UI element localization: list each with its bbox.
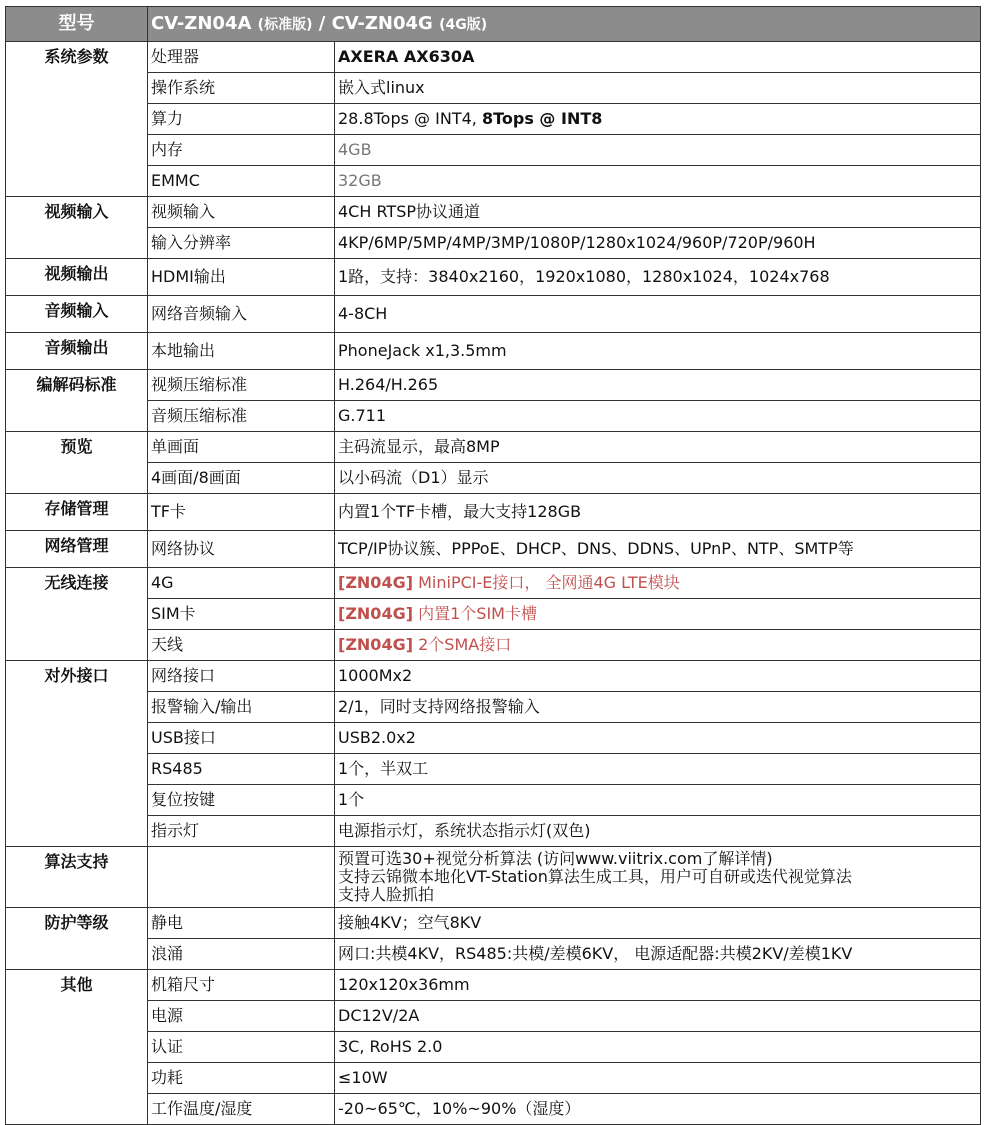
table-row bbox=[6, 1094, 981, 1125]
item-cell: USB接口 bbox=[148, 723, 335, 754]
table-row bbox=[6, 692, 981, 723]
value-text: 接触4KV；空气8KV bbox=[338, 913, 482, 932]
value-cell bbox=[335, 463, 981, 494]
value-text: 2/1，同时支持网络报警输入 bbox=[338, 697, 540, 716]
value-cell bbox=[335, 370, 981, 401]
category-cell: 防护等级 bbox=[6, 908, 148, 970]
value-cell bbox=[335, 568, 981, 599]
table-row bbox=[6, 599, 981, 630]
item-cell: 内存 bbox=[148, 135, 335, 166]
value-tag: [ZN04G] bbox=[338, 635, 414, 654]
value-text: 嵌入式linux bbox=[338, 78, 425, 97]
value-text: ≤10W bbox=[338, 1068, 388, 1087]
table-row bbox=[6, 259, 981, 296]
value-cell bbox=[335, 847, 981, 908]
value-text: 以小码流（D1）显示 bbox=[338, 468, 489, 487]
item-cell: 视频输入 bbox=[148, 197, 335, 228]
value-text: 32GB bbox=[338, 171, 382, 190]
item-cell: 音频压缩标准 bbox=[148, 401, 335, 432]
value-cell bbox=[335, 1063, 981, 1094]
item-cell: 视频压缩标准 bbox=[148, 370, 335, 401]
category-cell: 网络管理 bbox=[6, 531, 148, 568]
table-row bbox=[6, 166, 981, 197]
table-row bbox=[6, 568, 981, 599]
spec-table bbox=[5, 6, 981, 1125]
table-row bbox=[6, 296, 981, 333]
value-cell bbox=[335, 816, 981, 847]
header-model-label: 型号 bbox=[6, 7, 148, 42]
value-text: 电源指示灯，系统状态指示灯(双色) bbox=[338, 821, 591, 840]
item-cell: EMMC bbox=[148, 166, 335, 197]
value-text: 内置1个SIM卡槽 bbox=[413, 604, 537, 623]
value-cell bbox=[335, 296, 981, 333]
category-cell: 视频输出 bbox=[6, 259, 148, 296]
table-row bbox=[6, 228, 981, 259]
value-cell bbox=[335, 42, 981, 73]
item-cell bbox=[148, 847, 335, 908]
category-cell: 系统参数 bbox=[6, 42, 148, 197]
value-text: 120x120x36mm bbox=[338, 975, 470, 994]
item-cell: 机箱尺寸 bbox=[148, 970, 335, 1001]
item-cell: 网络接口 bbox=[148, 661, 335, 692]
header-model-value bbox=[148, 7, 981, 42]
value-text: 4CH RTSP协议通道 bbox=[338, 202, 481, 221]
table-header bbox=[6, 7, 981, 42]
value-line: 预置可选30+视觉分析算法 (访问www.viitrix.com了解详情) bbox=[338, 849, 773, 868]
item-cell: 静电 bbox=[148, 908, 335, 939]
value-cell bbox=[335, 599, 981, 630]
item-cell: 浪涌 bbox=[148, 939, 335, 970]
category-cell: 无线连接 bbox=[6, 568, 148, 661]
value-text: 3C, RoHS 2.0 bbox=[338, 1037, 443, 1056]
value-cell bbox=[335, 692, 981, 723]
table-row bbox=[6, 197, 981, 228]
value-cell bbox=[335, 197, 981, 228]
item-cell: HDMI输出 bbox=[148, 259, 335, 296]
value-text: DC12V/2A bbox=[338, 1006, 420, 1025]
value-text: 4KP/6MP/5MP/4MP/3MP/1080P/1280x1024/960P/720P/960H bbox=[338, 233, 816, 252]
item-cell: 4画面/8画面 bbox=[148, 463, 335, 494]
category-cell: 存储管理 bbox=[6, 494, 148, 531]
table-row bbox=[6, 847, 981, 908]
item-cell: 指示灯 bbox=[148, 816, 335, 847]
value-cell bbox=[335, 908, 981, 939]
value-cell bbox=[335, 432, 981, 463]
value-cell bbox=[335, 785, 981, 816]
category-cell: 预览 bbox=[6, 432, 148, 494]
table-row bbox=[6, 333, 981, 370]
value-cell bbox=[335, 939, 981, 970]
value-text: 28.8Tops @ INT4, bbox=[338, 109, 482, 128]
item-cell: 复位按键 bbox=[148, 785, 335, 816]
table-row bbox=[6, 135, 981, 166]
value-tag: [ZN04G] bbox=[338, 573, 414, 592]
item-cell: 网络音频输入 bbox=[148, 296, 335, 333]
item-cell: 认证 bbox=[148, 1032, 335, 1063]
value-text: MiniPCI-E接口， 全网通4G LTE模块 bbox=[413, 573, 680, 592]
value-text: 2个SMA接口 bbox=[413, 635, 512, 654]
model-std-note: (标准版) bbox=[257, 16, 313, 33]
category-cell: 视频输入 bbox=[6, 197, 148, 259]
value-cell bbox=[335, 104, 981, 135]
value-text: TCP/IP协议簇、PPPoE、DHCP、DNS、DDNS、UPnP、NTP、SMTP等 bbox=[338, 539, 854, 558]
item-cell: 处理器 bbox=[148, 42, 335, 73]
table-row bbox=[6, 785, 981, 816]
category-cell: 对外接口 bbox=[6, 661, 148, 847]
table-row bbox=[6, 42, 981, 73]
value-text-bold: 8Tops @ INT8 bbox=[481, 109, 603, 128]
table-body bbox=[6, 42, 981, 1125]
value-text: 网口:共模4KV，RS485:共模/差模6KV， 电源适配器:共模2KV/差模1KV bbox=[338, 944, 853, 963]
value-cell bbox=[335, 723, 981, 754]
category-cell: 音频输出 bbox=[6, 333, 148, 370]
item-cell: 操作系统 bbox=[148, 73, 335, 104]
value-text: USB2.0x2 bbox=[338, 728, 416, 747]
value-line: 支持人脸抓拍 bbox=[338, 885, 435, 904]
value-text: 1个，半双工 bbox=[338, 759, 429, 778]
category-cell: 编解码标准 bbox=[6, 370, 148, 432]
table-row bbox=[6, 723, 981, 754]
value-cell bbox=[335, 333, 981, 370]
model-4g-note: (4G版) bbox=[439, 16, 488, 33]
table-row bbox=[6, 370, 981, 401]
item-cell: 4G bbox=[148, 568, 335, 599]
value-text: 4-8CH bbox=[338, 304, 388, 323]
item-cell: 网络协议 bbox=[148, 531, 335, 568]
value-cell bbox=[335, 754, 981, 785]
item-cell: 电源 bbox=[148, 1001, 335, 1032]
table-row bbox=[6, 1001, 981, 1032]
value-cell bbox=[335, 135, 981, 166]
header-row bbox=[6, 7, 981, 42]
value-text: H.264/H.265 bbox=[338, 375, 439, 394]
table-row bbox=[6, 463, 981, 494]
table-row bbox=[6, 73, 981, 104]
table-row bbox=[6, 432, 981, 463]
value-text: AXERA AX630A bbox=[338, 47, 475, 66]
table-row bbox=[6, 630, 981, 661]
category-cell: 音频输入 bbox=[6, 296, 148, 333]
model-sep: / CV-ZN04G bbox=[312, 12, 440, 34]
value-cell bbox=[335, 1094, 981, 1125]
item-cell: 工作温度/湿度 bbox=[148, 1094, 335, 1125]
item-cell: 报警输入/输出 bbox=[148, 692, 335, 723]
item-cell: TF卡 bbox=[148, 494, 335, 531]
value-cell bbox=[335, 73, 981, 104]
item-cell: 算力 bbox=[148, 104, 335, 135]
table-row bbox=[6, 531, 981, 568]
table-row bbox=[6, 1063, 981, 1094]
item-cell: 天线 bbox=[148, 630, 335, 661]
item-cell: 输入分辨率 bbox=[148, 228, 335, 259]
value-tag: [ZN04G] bbox=[338, 604, 414, 623]
item-cell: SIM卡 bbox=[148, 599, 335, 630]
value-text: 1000Mx2 bbox=[338, 666, 413, 685]
table-row bbox=[6, 661, 981, 692]
model-main: CV-ZN04A bbox=[151, 12, 258, 34]
value-text: -20~65℃，10%~90%（湿度） bbox=[338, 1099, 581, 1118]
value-cell bbox=[335, 1001, 981, 1032]
value-text: 4GB bbox=[338, 140, 372, 159]
value-cell bbox=[335, 228, 981, 259]
table-row bbox=[6, 104, 981, 135]
value-text: PhoneJack x1,3.5mm bbox=[338, 341, 507, 360]
table-row bbox=[6, 908, 981, 939]
value-cell bbox=[335, 1032, 981, 1063]
table-row bbox=[6, 939, 981, 970]
value-text: G.711 bbox=[338, 406, 387, 425]
table-row bbox=[6, 754, 981, 785]
item-cell: 本地输出 bbox=[148, 333, 335, 370]
table-row bbox=[6, 970, 981, 1001]
item-cell: 功耗 bbox=[148, 1063, 335, 1094]
value-line: 支持云锦微本地化VT-Station算法生成工具，用户可自研或迭代视觉算法 bbox=[338, 867, 852, 886]
value-cell bbox=[335, 259, 981, 296]
item-cell: 单画面 bbox=[148, 432, 335, 463]
value-text: 1路，支持：3840x2160，1920x1080，1280x1024，1024x768 bbox=[338, 267, 830, 286]
category-cell: 其他 bbox=[6, 970, 148, 1125]
table-row bbox=[6, 1032, 981, 1063]
table-row bbox=[6, 401, 981, 432]
value-cell bbox=[335, 630, 981, 661]
category-cell: 算法支持 bbox=[6, 847, 148, 908]
value-cell bbox=[335, 166, 981, 197]
table-row bbox=[6, 494, 981, 531]
table-row bbox=[6, 816, 981, 847]
value-text: 主码流显示，最高8MP bbox=[338, 437, 500, 456]
item-cell: RS485 bbox=[148, 754, 335, 785]
value-cell bbox=[335, 970, 981, 1001]
value-text: 1个 bbox=[338, 790, 365, 809]
value-text: 内置1个TF卡槽，最大支持128GB bbox=[338, 502, 582, 521]
value-cell bbox=[335, 494, 981, 531]
value-cell bbox=[335, 401, 981, 432]
value-cell bbox=[335, 661, 981, 692]
value-cell bbox=[335, 531, 981, 568]
